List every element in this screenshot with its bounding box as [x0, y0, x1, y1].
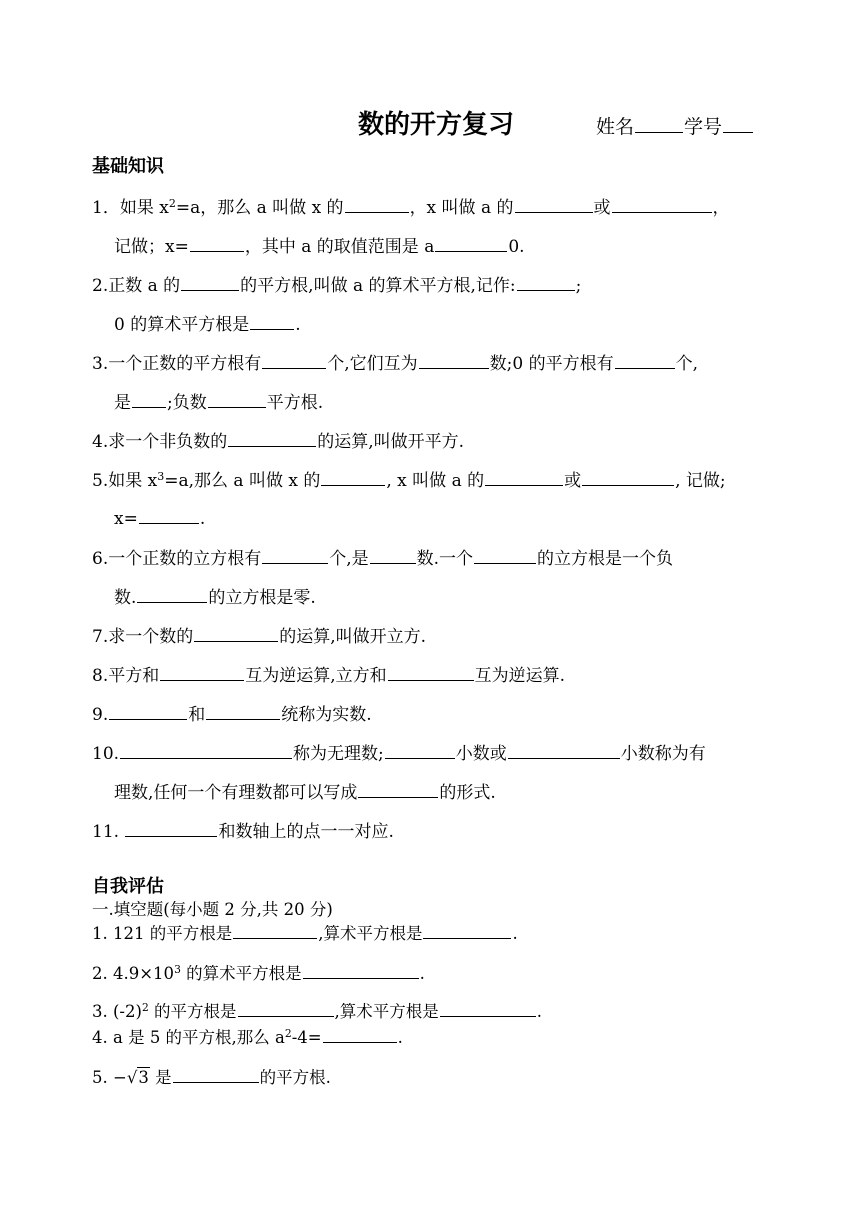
answer-blank[interactable] — [423, 921, 511, 939]
question-5-line-2 — [114, 505, 205, 529]
text: =a,那么 a 叫做 x 的 — [164, 471, 321, 491]
text: 的平方根,叫做 a 的算术平方根,记作: — [240, 276, 516, 296]
section-heading-assessment: 自我评估 — [92, 876, 164, 897]
text: . — [199, 508, 206, 529]
exercise-1-line — [92, 920, 518, 944]
text: 11. — [92, 822, 125, 842]
id-blank[interactable] — [723, 112, 753, 133]
answer-blank[interactable] — [132, 389, 166, 408]
exercise-2-line — [92, 960, 425, 984]
answer-blank[interactable] — [485, 467, 563, 486]
answer-blank[interactable] — [582, 467, 674, 486]
question-11-line — [92, 817, 394, 842]
answer-blank[interactable] — [345, 194, 409, 213]
text: -4= — [291, 1028, 322, 1047]
text: 4.求一个非负数的 — [92, 432, 228, 452]
question-1-line-2 — [114, 232, 525, 257]
text: 互为逆运算,立方和 — [245, 666, 387, 686]
superscript: 3 — [157, 469, 165, 483]
text: 8.平方和 — [92, 666, 160, 686]
text: ， — [712, 198, 730, 218]
superscript: 3 — [174, 963, 181, 977]
text: 的立方根是一个负 — [537, 549, 674, 569]
answer-blank[interactable] — [233, 921, 317, 939]
text: 的运算,叫做开立方. — [279, 627, 427, 647]
answer-blank[interactable] — [612, 194, 712, 213]
answer-blank[interactable] — [517, 272, 575, 291]
answer-blank[interactable] — [206, 701, 280, 720]
text: 1. 121 的平方根是 — [92, 924, 233, 943]
question-2-line-1 — [92, 271, 581, 296]
text: 0 的算术平方根是 — [114, 315, 250, 335]
square-root-expression — [127, 1068, 150, 1087]
answer-blank[interactable] — [419, 350, 489, 369]
text: 数. — [114, 588, 137, 608]
question-6-line-2 — [114, 583, 316, 608]
text: ,算术平方根是 — [334, 1002, 439, 1021]
answer-blank[interactable] — [120, 740, 292, 759]
name-blank[interactable] — [635, 112, 683, 133]
question-1-line-1 — [92, 193, 730, 218]
page-title: 数的开方复习 — [358, 110, 515, 140]
text: 3. (-2) — [92, 1002, 142, 1021]
answer-blank[interactable] — [323, 1025, 397, 1043]
answer-blank[interactable] — [358, 779, 438, 798]
text: 5. − — [92, 1068, 127, 1087]
text: =a，那么 a 叫做 x 的 — [175, 198, 344, 218]
exercise-4-line — [92, 1024, 403, 1048]
question-4-line — [92, 427, 464, 452]
answer-blank[interactable] — [440, 999, 536, 1017]
question-3-line-1 — [92, 349, 698, 374]
answer-blank[interactable] — [109, 701, 187, 720]
question-3-line-2 — [114, 388, 323, 413]
text: 0. — [508, 237, 525, 257]
question-8-line — [92, 661, 565, 686]
id-label: 学号 — [684, 116, 723, 138]
text: ,算术平方根是 — [318, 924, 423, 943]
text: 1．如果 x — [92, 198, 169, 218]
text: 记做；x= — [114, 237, 189, 257]
answer-blank[interactable] — [615, 350, 675, 369]
question-6-line-1 — [92, 544, 673, 569]
text: . — [397, 1028, 403, 1047]
answer-blank[interactable] — [385, 740, 455, 759]
text: 平方根. — [266, 393, 324, 413]
answer-blank[interactable] — [508, 740, 620, 759]
answer-blank[interactable] — [139, 505, 199, 524]
text: ; — [575, 276, 582, 296]
text: 理数,任何一个有理数都可以写成 — [114, 783, 358, 803]
answer-blank[interactable] — [262, 545, 328, 564]
text: 和数轴上的点一一对应. — [218, 822, 394, 842]
exercise-3-line — [92, 998, 542, 1022]
text: . — [419, 964, 425, 983]
text: 是 — [114, 393, 131, 413]
text: 3.一个正数的平方根有 — [92, 354, 262, 374]
text: 10. — [92, 744, 120, 764]
answer-blank[interactable] — [321, 467, 385, 486]
text: 小数或 — [455, 744, 507, 764]
superscript: 2 — [168, 196, 176, 210]
text: 的运算,叫做开平方. — [317, 432, 465, 452]
answer-blank[interactable] — [250, 311, 294, 330]
text: 统称为实数. — [281, 705, 372, 725]
text: 称为无理数; — [293, 744, 384, 764]
text: ，x 叫做 a 的 — [409, 198, 514, 218]
text: 个, — [675, 354, 698, 374]
text: 个,它们互为 — [327, 354, 418, 374]
superscript: 2 — [284, 1027, 292, 1041]
text: . — [536, 1002, 543, 1021]
question-7-line — [92, 622, 426, 647]
answer-blank[interactable] — [262, 350, 326, 369]
text: 或 — [593, 198, 611, 218]
answer-blank[interactable] — [181, 272, 239, 291]
answer-blank[interactable] — [228, 428, 316, 447]
text: 7.求一个数的 — [92, 627, 194, 647]
answer-blank[interactable] — [474, 545, 536, 564]
section-heading-basics: 基础知识 — [92, 156, 164, 177]
text: 9. — [92, 705, 109, 725]
answer-blank[interactable] — [370, 545, 416, 564]
text: 的算术平方根是 — [180, 964, 302, 983]
text: ，其中 a 的取值范围是 a — [244, 237, 435, 257]
answer-blank[interactable] — [194, 623, 278, 642]
text: 的平方根. — [259, 1068, 331, 1087]
text: 个,是 — [329, 549, 369, 569]
superscript: 2 — [141, 1001, 149, 1015]
text: 和 — [188, 705, 206, 725]
answer-blank[interactable] — [388, 662, 474, 681]
answer-blank[interactable] — [137, 584, 207, 603]
answer-blank[interactable] — [125, 818, 217, 837]
text: , x 叫做 a 的 — [386, 471, 485, 491]
text: . — [295, 315, 301, 335]
text: 数.一个 — [416, 549, 474, 569]
text: 4. a 是 5 的平方根,那么 a — [92, 1028, 285, 1047]
answer-blank[interactable] — [238, 999, 334, 1017]
answer-blank[interactable] — [208, 389, 266, 408]
text: 互为逆运算. — [474, 666, 566, 686]
answer-blank[interactable] — [190, 233, 244, 252]
text: 的立方根是零. — [208, 588, 316, 608]
question-2-line-2 — [114, 310, 301, 335]
name-id-line — [596, 112, 754, 139]
part-1-heading: 一.填空题(每小题 2 分,共 20 分) — [92, 900, 333, 919]
text: 5.如果 x — [92, 471, 158, 491]
text: 的平方根是 — [148, 1002, 237, 1021]
text: 的形式. — [439, 783, 496, 803]
answer-blank[interactable] — [515, 194, 593, 213]
text: 是 — [149, 1068, 172, 1087]
text: x= — [114, 508, 138, 529]
answer-blank[interactable] — [303, 961, 419, 979]
radicand: 3 — [138, 1068, 149, 1087]
answer-blank[interactable] — [160, 662, 244, 681]
text: 或 — [564, 471, 582, 491]
question-9-line — [92, 700, 372, 725]
radical-sign: √ — [126, 1068, 138, 1087]
text: 2.正数 a 的 — [92, 276, 181, 296]
text: 小数称为有 — [620, 744, 706, 764]
answer-blank[interactable] — [435, 233, 507, 252]
text: 6.一个正数的立方根有 — [92, 549, 262, 569]
text: . — [512, 924, 518, 943]
name-label: 姓名 — [596, 116, 635, 138]
text: 2. 4.9×10 — [92, 964, 175, 983]
text: 数;0 的平方根有 — [489, 354, 614, 374]
question-10-line-2 — [114, 778, 496, 803]
question-10-line-1 — [92, 739, 706, 764]
question-5-line-1 — [92, 466, 726, 491]
text: ;负数 — [167, 393, 207, 413]
exercise-5-line — [92, 1064, 331, 1088]
answer-blank[interactable] — [173, 1065, 259, 1083]
text: , 记做; — [675, 471, 726, 491]
